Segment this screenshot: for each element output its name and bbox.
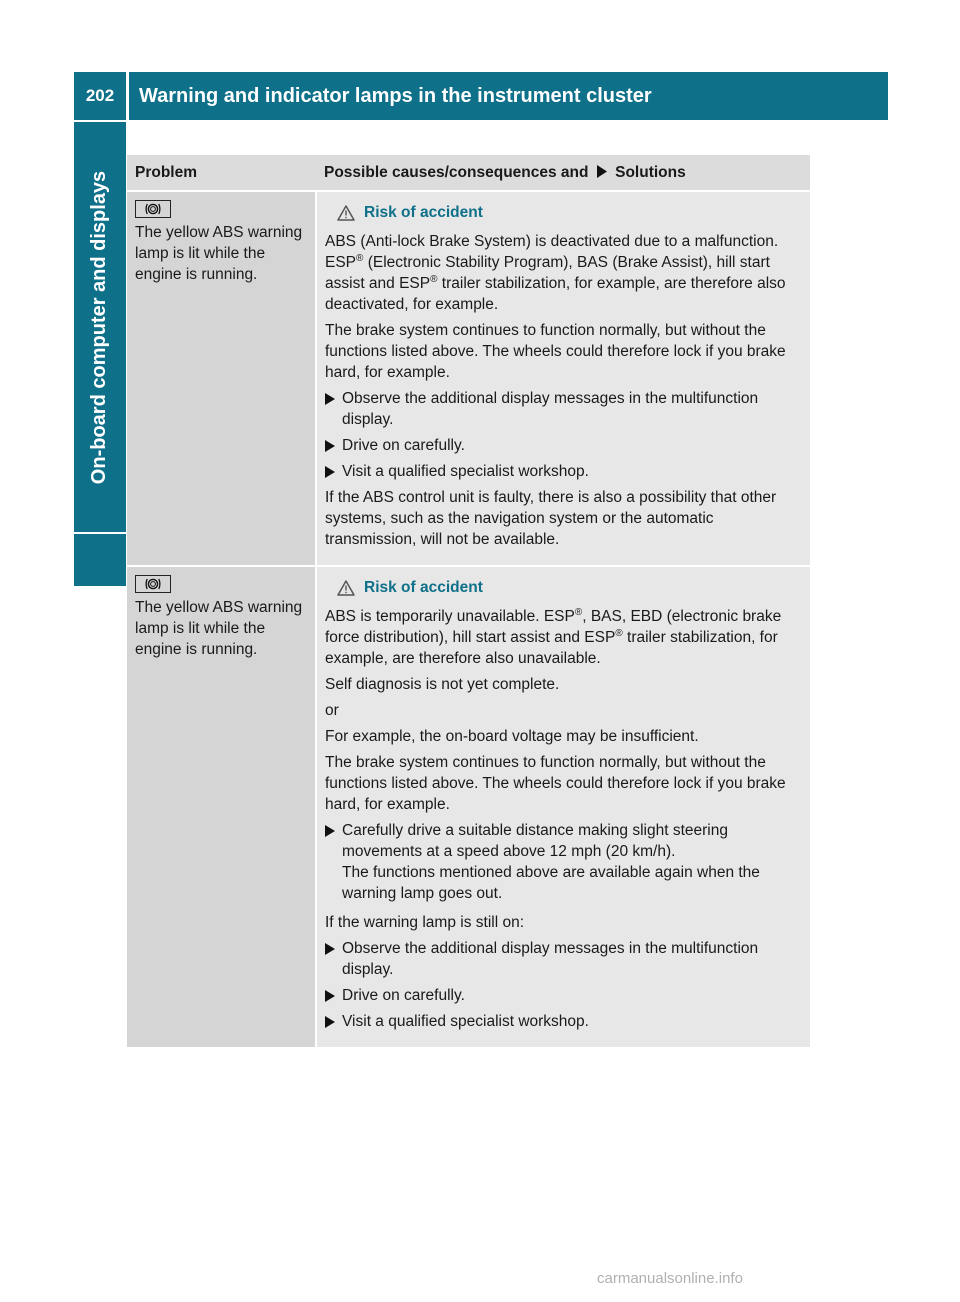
solution-paragraph: If the warning lamp is still on: <box>325 914 525 931</box>
warning-lamp-table <box>127 155 810 1047</box>
side-tab-marker <box>74 534 126 586</box>
arrow-right-icon <box>325 820 342 904</box>
action-step-text: Observe the additional display messages in the multifunction display. <box>342 390 759 428</box>
table-row <box>127 191 810 566</box>
action-step <box>325 985 802 1006</box>
action-step <box>325 388 802 430</box>
solution-paragraph: The brake system continues to function normally, but without the functions listed above. The wheels could therefore lock if you brake hard, for example. <box>325 322 786 381</box>
text-segment: trailer stabilization, for example, are therefore also deactivated, for example. <box>325 275 786 313</box>
action-step <box>325 820 802 904</box>
warning-title: Risk of accident <box>364 204 483 221</box>
column-header-solutions-prefix: Possible causes/consequences and <box>324 164 589 181</box>
table-row <box>127 566 810 1047</box>
column-header-solutions-suffix: Solutions <box>615 164 686 181</box>
solution-paragraph: or <box>325 702 339 719</box>
action-step-text: Visit a qualified specialist workshop. <box>342 463 589 480</box>
solution-paragraph: If the ABS control unit is faulty, there is also a possibility that other systems, such as the navigation system or the automatic transmission, will not be available. <box>325 489 777 548</box>
solution-cell <box>316 191 810 566</box>
section-side-tab-label: On-board computer and displays <box>88 170 111 484</box>
solution-paragraph <box>325 231 802 315</box>
warning-triangle-icon <box>337 205 355 221</box>
problem-text: The yellow ABS warning lamp is lit while the engine is running. <box>135 224 303 283</box>
arrow-right-icon <box>325 938 342 980</box>
warning-triangle-icon <box>337 580 355 596</box>
abs-warning-lamp-icon <box>135 575 171 593</box>
action-step-text: Observe the additional display messages in the multifunction display. <box>342 940 759 978</box>
action-step-text: Drive on carefully. <box>342 437 465 454</box>
text-segment: , BAS, EBD (electronic brake force distribution), hill start assist and ESP <box>325 608 782 646</box>
arrow-right-icon <box>596 165 608 178</box>
arrow-right-icon <box>325 388 342 430</box>
problem-cell <box>127 191 316 566</box>
registered-mark: ® <box>615 627 623 639</box>
text-segment: ABS (Anti-lock Brake System) is deactivated due to a malfunction. ESP <box>325 233 779 271</box>
arrow-right-icon <box>325 461 342 482</box>
solution-cell <box>316 566 810 1047</box>
solution-paragraph: For example, the on-board voltage may be insufficient. <box>325 728 699 745</box>
action-step-text: Drive on carefully. <box>342 987 465 1004</box>
column-header-solutions <box>316 155 810 191</box>
arrow-right-icon <box>325 435 342 456</box>
arrow-right-icon <box>325 1011 342 1032</box>
page-number: 202 <box>74 72 126 120</box>
text-segment: trailer stabilization, for example, are therefore also unavailable. <box>325 629 778 667</box>
action-step <box>325 435 802 456</box>
page-title: Warning and indicator lamps in the instrument cluster <box>129 72 888 120</box>
watermark: carmanualsonline.info <box>597 1270 743 1287</box>
action-step-main: Carefully drive a suitable distance making slight steering movements at a speed above 12 mph (20 km/h). <box>342 822 728 860</box>
registered-mark: ® <box>430 273 438 285</box>
text-segment: (Electronic Stability Program), BAS (Brake Assist), hill start assist and ESP <box>325 254 770 292</box>
section-side-tab <box>74 122 126 532</box>
action-step <box>325 461 802 482</box>
action-step-note: The functions mentioned above are available again when the warning lamp goes out. <box>342 864 760 902</box>
arrow-right-icon <box>325 985 342 1006</box>
action-step <box>325 1011 802 1032</box>
abs-warning-lamp-icon <box>135 200 171 218</box>
problem-text: The yellow ABS warning lamp is lit while the engine is running. <box>135 599 303 658</box>
warning-heading <box>337 202 802 223</box>
problem-cell <box>127 566 316 1047</box>
warning-title: Risk of accident <box>364 579 483 596</box>
warning-heading <box>337 577 802 598</box>
solution-paragraph <box>325 606 802 669</box>
registered-mark: ® <box>574 606 583 618</box>
solution-paragraph: Self diagnosis is not yet complete. <box>325 676 560 693</box>
text-segment: ABS is temporarily unavailable. ESP <box>325 608 575 625</box>
action-step-text: Visit a qualified specialist workshop. <box>342 1013 589 1030</box>
solution-paragraph: The brake system continues to function normally, but without the functions listed above. The wheels could therefore lock if you brake hard, for example. <box>325 754 786 813</box>
registered-mark: ® <box>356 252 364 264</box>
action-step <box>325 938 802 980</box>
table-header-row <box>127 155 810 191</box>
action-step-text <box>342 820 802 904</box>
column-header-problem: Problem <box>127 155 316 191</box>
